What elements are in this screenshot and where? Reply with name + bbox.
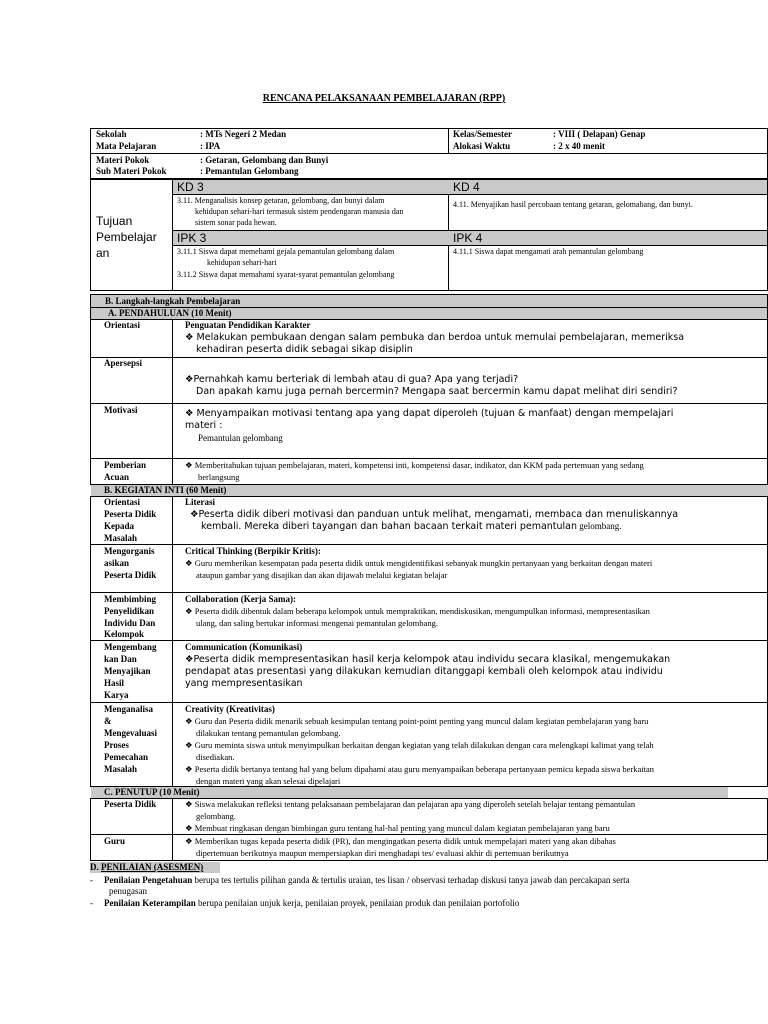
inti-r3-label-1: Membimbing — [104, 594, 157, 604]
literasi-line-2a: kembali. Mereka diberi tayangan dan bahan bacaan terkait materi pemantulan — [201, 521, 578, 532]
ipk3-text-2: kehidupan sehari-hari — [207, 258, 277, 267]
motivasi-line-1: ❖ Menyampaikan motivasi tentang apa yang dapat diperoleh (tujuan & manfaat) dengan mempelajari — [185, 408, 674, 419]
inti-r3-label-3: Individu Dan — [104, 618, 156, 628]
inti-r4-label-4: Hasil — [104, 678, 125, 688]
literasi-title: Literasi — [185, 497, 215, 507]
apersepsi-line-1: ❖Pernahkah kamu berteriak di lembah atau di gua? Apa yang terjadi? — [185, 374, 519, 385]
pemberian-acuan-label-1: Pemberian — [104, 460, 146, 470]
motivasi-label: Motivasi — [104, 405, 138, 415]
kd3-text-1: 3.11. Menganalisis konsep getaran, gelombang, dan bunyi dalam — [177, 196, 385, 205]
sub-materi-value: : Pemantulan Gelombang — [200, 166, 299, 176]
inti-r2-label-2: asikan — [104, 558, 130, 568]
motivasi-line-2: materi : — [185, 420, 223, 431]
penutup-pd-line-2: gelombang. — [196, 811, 236, 821]
critical-line-1: ❖ Guru memberikan kesempatan pada peserta didik untuk mengidentifikasi sebanyak mungkin pertanyaan yang berkaitan dengan materi — [185, 558, 653, 568]
penutup-heading: C. PENUTUP (10 Menit) — [104, 787, 200, 797]
inti-r5-label-5: Pemecahan — [104, 752, 148, 762]
penutup-pd-line-3: ❖ Membuat ringkasan dengan bimbingan guru tentang hal-hal penting yang muncul dalam kegiatan pembelajaran yang baru — [185, 823, 610, 833]
kd4-text: 4.11. Menyajikan hasil percobaan tentang getaran, gelomabang, dan bunyi. — [453, 200, 693, 209]
creativity-line-3: ❖ Guru meminta siswa untuk menyimpulkan berkaitan dengan kegiatan yang telah dilakukan dengan cara melengkapi kalimat yang telah — [185, 740, 654, 750]
creativity-line-4: disediakan. — [196, 752, 235, 762]
inti-r5-label-1: Menganalisa — [104, 704, 154, 714]
ipk3-heading: IPK 3 — [177, 231, 207, 245]
materi-label: Materi Pokok — [96, 155, 150, 165]
tujuan-label-1: Tujuan — [96, 214, 133, 228]
inti-r1-label-3: Kepada — [104, 521, 135, 531]
critical-line-2: ataupun gambar yang disajikan dan akan dijawab melalui kegiatan belajar — [196, 570, 448, 580]
kelas-label: Kelas/Semester — [453, 129, 512, 139]
collaboration-line-1: ❖ Peserta didik dibentuk dalam beberapa kelompok untuk mempraktikan, mendiskusikan, mengumpulkan informasi, mempresentasikan — [185, 606, 650, 616]
materi-value: : Getaran, Gelombang dan Bunyi — [200, 155, 329, 165]
ipk4-text: 4.11.1 Siswa dapat mengamati arah pemantulan gelombang — [453, 247, 644, 256]
inti-r5-label-2: & — [104, 716, 112, 726]
inti-r4-label-2: kan Dan — [104, 654, 137, 664]
penutup-pd-label: Peserta Didik — [104, 799, 157, 809]
penilaian-1-dash: - — [90, 875, 93, 885]
inti-r5-label-6: Masalah — [104, 764, 138, 774]
creativity-title: Creativity (Kreativitas) — [185, 704, 275, 714]
creativity-line-2: dilakukan tentang pemantulan gelombang. — [196, 728, 341, 738]
penilaian-1-line-2: penugasan — [109, 886, 147, 896]
kelas-value: : VIII ( Delapan) Genap — [553, 129, 646, 139]
orientasi-line-2: kehadiran peserta didik sebagai sikap disiplin — [196, 344, 413, 355]
pendahuluan-heading: A. PENDAHULUAN (10 Menit) — [108, 308, 232, 318]
literasi-line-2 — [201, 521, 622, 533]
inti-r1-label-1: Orientasi — [104, 497, 140, 507]
ipk3-text-1: 3.11.1 Siswa dapat memehami gejala pemantulan gelombang dalam — [177, 247, 395, 256]
communication-line-3: yang mempresentasikan — [185, 678, 303, 689]
penilaian-2-line — [104, 898, 519, 909]
motivasi-line-3: Pemantulan gelombang — [198, 433, 283, 443]
inti-r2-label-3: Peserta Didik — [104, 570, 157, 580]
penutup-guru-line-1: ❖ Memberikan tugas kepada peserta didik (PR), dan mengingatkan peserta didik untuk mempelajari materi yang akan dibahas — [185, 836, 616, 846]
page-title: RENCANA PELAKSANAAN PEMBELAJARAN (RPP) — [262, 93, 506, 104]
langkah-heading: B. Langkah-langkah Pembelajaran — [105, 296, 241, 306]
apersepsi-label: Apersepsi — [104, 358, 142, 368]
ipk3-text-3: 3.11.2 Siswa dapat memahami syarat-syarat pemantulan gelombang — [177, 270, 395, 279]
inti-r2-label-1: Mengorganis — [104, 546, 155, 556]
penilaian-1-label: Penilaian Pengetahuan — [104, 875, 193, 885]
communication-title: Communication (Komunikasi) — [185, 642, 303, 652]
penilaian-2-dash: - — [90, 898, 93, 908]
inti-r3-label-4: Kelompok — [104, 629, 145, 639]
creativity-line-6: dengan materi yang akan selesai dipelajari — [196, 776, 341, 786]
sekolah-value: : MTs Negeri 2 Medan — [200, 129, 287, 139]
kd4-heading: KD 4 — [453, 180, 480, 194]
communication-line-1: ❖Peserta didik mempresentasikan hasil kerja kelompok atau individu secara klasikal, mengemukakan — [185, 654, 671, 665]
penutup-pd-line-1: ❖ Siswa melakukan refleksi tentang pelaksanaan pembelajaran dan pelajaran apa yang diperoleh setelah belajar tentang pemantulan — [185, 799, 636, 809]
penilaian-prefix: D. — [90, 862, 101, 872]
penutup-guru-line-2: dipertemuan berikutnya maupun mempersiapkan diri menghadapi tes/ evaluasi akhir di pertemuan berikutnya — [196, 848, 569, 858]
creativity-line-1: ❖ Guru dan Peserta didik menarik sebuah kesimpulan tentang point-point penting yang muncul dalam kegiatan pembelajaran yang baru — [185, 716, 649, 726]
tujuan-label-2: Pembelajar — [96, 230, 157, 244]
penilaian-2-text: berupa penilaian unjuk kerja, penilaian proyek, penilaian produk dan penilaian portofolio — [195, 898, 520, 908]
penilaian-title: PENILAIAN (ASESMEN) — [101, 862, 204, 872]
creativity-line-5: ❖ Peserta didik bertanya tentang hal yang belum dipahami atau guru menyampaikan beberapa pertanyaan pemicu kepada siswa berkaitan — [185, 764, 655, 774]
ipk4-heading: IPK 4 — [453, 231, 483, 245]
inti-r5-label-4: Proses — [104, 740, 129, 750]
inti-r4-label-5: Karya — [104, 690, 129, 700]
apersepsi-line-2: Dan apakah kamu juga pernah bercermin? Mengapa saat bercermin kamu dapat melihat diri sendiri? — [196, 386, 678, 397]
literasi-line-2b: gelombang. — [577, 521, 622, 531]
kd3-text-2: kehidupan sehari-hari termasuk sistem pendengaran manusia dan — [195, 207, 404, 216]
orientasi-label: Orientasi — [104, 320, 140, 330]
orientasi-title: Penguatan Pendidikan Karakter — [185, 320, 311, 330]
kd3-text-3: sistem sonar pada hewan. — [195, 218, 277, 227]
alokasi-value: : 2 x 40 menit — [553, 141, 605, 151]
orientasi-line-1: ❖ Melakukan pembukaan dengan salam pembuka dan berdoa untuk memulai pembelajaran, memeriksa — [185, 332, 685, 343]
acuan-line-2: berlangsung — [198, 472, 240, 482]
mapel-value: : IPA — [200, 141, 221, 151]
inti-r3-label-2: Penyelidikan — [104, 606, 155, 616]
tujuan-label-3: an — [96, 246, 110, 260]
collaboration-title: Collaboration (Kerja Sama): — [185, 594, 296, 604]
penilaian-2-label: Penilaian Keterampilan — [104, 898, 196, 908]
kd3-heading: KD 3 — [177, 180, 204, 194]
inti-heading: B. KEGIATAN INTI (60 Menit) — [104, 485, 227, 495]
collaboration-line-2: ulang, dan saling bertukar informasi mengenai pemantulan gelombang. — [196, 618, 438, 628]
inti-r5-label-3: Mengevaluasi — [104, 728, 157, 738]
sekolah-label: Sekolah — [96, 129, 127, 139]
inti-r1-label-2: Peserta Didik — [104, 509, 157, 519]
mapel-label: Mata Pelajaran — [96, 141, 157, 151]
sub-materi-label: Sub Materi Pokok — [96, 166, 167, 176]
penilaian-heading — [90, 862, 203, 873]
communication-line-2: pendapat atas presentasi yang dilakukan kemudian ditanggapi kembali oleh kelompok atau individu — [185, 666, 663, 677]
penutup-guru-label: Guru — [104, 836, 126, 846]
penilaian-1-text: berupa tes tertulis pilihan ganda & tertulis uraian, tes lisan / observasi terhadap diskusi tanya jawab dan percakapan serta — [192, 875, 630, 885]
inti-r4-label-1: Mengembang — [104, 642, 157, 652]
literasi-line-1: ❖Peserta didik diberi motivasi dan panduan untuk melihat, mengamati, membaca dan menuliskannya — [190, 509, 679, 520]
inti-r4-label-3: Menyajikan — [104, 666, 151, 676]
alokasi-label: Alokasi Waktu — [453, 141, 511, 151]
acuan-line-1: ❖ Memberitahukan tujuan pembelajaran, materi, kompetensi inti, kompetensi dasar, indikator, dan KKM pada pertemuan yang sedang — [185, 460, 644, 470]
pemberian-acuan-label-2: Acuan — [104, 472, 130, 482]
critical-thinking-title: Critical Thinking (Berpikir Kritis): — [185, 546, 321, 556]
inti-r1-label-4: Masalah — [104, 533, 138, 543]
penilaian-1-line — [104, 875, 630, 886]
